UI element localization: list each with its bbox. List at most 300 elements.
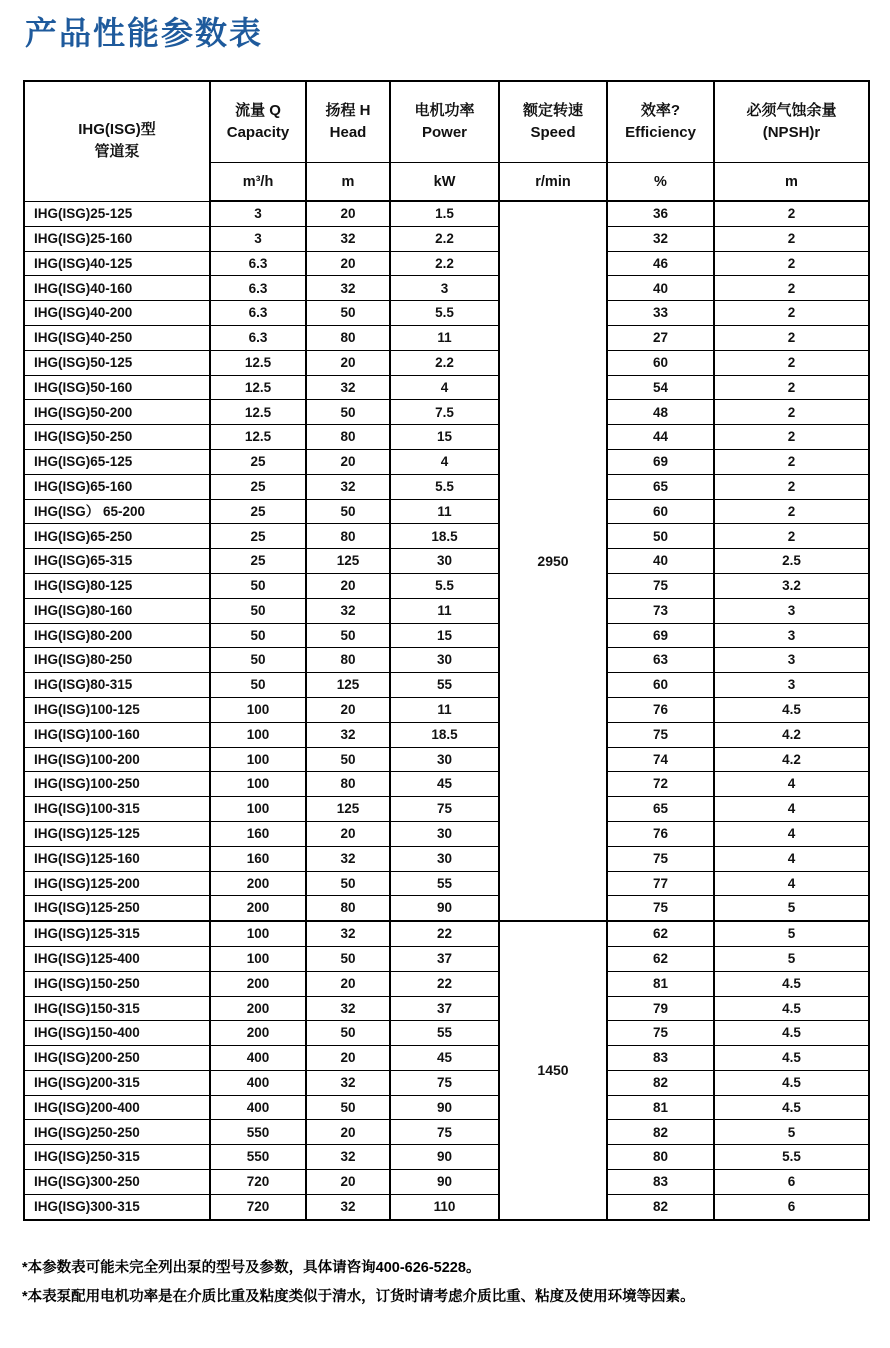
- power-cell: 18.5: [390, 722, 499, 747]
- capacity-cell: 6.3: [210, 276, 306, 301]
- efficiency-cell: 50: [607, 524, 714, 549]
- model-cell: IHG(ISG)150-400: [24, 1021, 210, 1046]
- table-row: [24, 425, 869, 450]
- npsh-cell: 3: [714, 673, 869, 698]
- npsh-cell: 4.5: [714, 1046, 869, 1071]
- capacity-cell: 400: [210, 1046, 306, 1071]
- npsh-cell: 5.5: [714, 1145, 869, 1170]
- table-row: [24, 921, 869, 946]
- efficiency-cell: 62: [607, 921, 714, 946]
- col-header-capacity-zh: 流量 Q: [235, 101, 281, 119]
- capacity-cell: 6.3: [210, 301, 306, 326]
- capacity-cell: 200: [210, 1021, 306, 1046]
- head-cell: 20: [306, 821, 390, 846]
- power-cell: 15: [390, 425, 499, 450]
- head-cell: 32: [306, 1145, 390, 1170]
- table-body: [24, 201, 869, 1220]
- unit-efficiency: %: [607, 163, 714, 202]
- model-cell: IHG(ISG)125-125: [24, 821, 210, 846]
- model-cell: IHG(ISG)50-160: [24, 375, 210, 400]
- capacity-cell: 400: [210, 1070, 306, 1095]
- power-cell: 22: [390, 921, 499, 946]
- npsh-cell: 4.2: [714, 747, 869, 772]
- capacity-cell: 50: [210, 623, 306, 648]
- performance-table: [23, 80, 870, 1221]
- capacity-cell: 3: [210, 201, 306, 226]
- table-row: [24, 996, 869, 1021]
- power-cell: 11: [390, 697, 499, 722]
- efficiency-cell: 74: [607, 747, 714, 772]
- npsh-cell: 2: [714, 400, 869, 425]
- npsh-cell: 5: [714, 1120, 869, 1145]
- model-cell: IHG(ISG)100-315: [24, 797, 210, 822]
- head-cell: 20: [306, 201, 390, 226]
- col-header-model-line1: IHG(ISG)型: [78, 120, 156, 138]
- capacity-cell: 400: [210, 1095, 306, 1120]
- model-cell: IHG(ISG)150-315: [24, 996, 210, 1021]
- col-header-power-en: Power: [421, 124, 467, 141]
- model-cell: IHG(ISG)125-400: [24, 946, 210, 971]
- capacity-cell: 200: [210, 971, 306, 996]
- npsh-cell: 4: [714, 871, 869, 896]
- table-row: [24, 474, 869, 499]
- head-cell: 32: [306, 226, 390, 251]
- head-cell: 32: [306, 996, 390, 1021]
- table-row: [24, 1170, 869, 1195]
- capacity-cell: 25: [210, 549, 306, 574]
- head-cell: 20: [306, 350, 390, 375]
- efficiency-cell: 36: [607, 201, 714, 226]
- head-cell: 50: [306, 499, 390, 524]
- model-cell: IHG(ISG)100-250: [24, 772, 210, 797]
- efficiency-cell: 76: [607, 697, 714, 722]
- head-cell: 50: [306, 301, 390, 326]
- table-row: [24, 1194, 869, 1219]
- table-row: [24, 871, 869, 896]
- unit-speed: r/min: [499, 163, 607, 202]
- npsh-cell: 2: [714, 474, 869, 499]
- table-row: [24, 226, 869, 251]
- npsh-cell: 2: [714, 201, 869, 226]
- model-cell: IHG(ISG)50-125: [24, 350, 210, 375]
- model-cell: IHG(ISG)300-315: [24, 1194, 210, 1219]
- efficiency-cell: 54: [607, 375, 714, 400]
- footnote-power: *本表泵配用电机功率是在介质比重及粘度类似于清水，订货时请考虑介质比重、粘度及使用环境等因素。: [22, 1289, 695, 1306]
- capacity-cell: 200: [210, 996, 306, 1021]
- power-cell: 30: [390, 846, 499, 871]
- efficiency-cell: 40: [607, 276, 714, 301]
- model-cell: IHG(ISG)125-200: [24, 871, 210, 896]
- capacity-cell: 100: [210, 747, 306, 772]
- capacity-cell: 50: [210, 573, 306, 598]
- table-row: [24, 499, 869, 524]
- head-cell: 32: [306, 1194, 390, 1219]
- capacity-cell: 720: [210, 1194, 306, 1219]
- head-cell: 20: [306, 251, 390, 276]
- capacity-cell: 550: [210, 1120, 306, 1145]
- head-cell: 80: [306, 325, 390, 350]
- head-cell: 125: [306, 797, 390, 822]
- efficiency-cell: 75: [607, 722, 714, 747]
- col-header-capacity: [210, 81, 306, 163]
- efficiency-cell: 33: [607, 301, 714, 326]
- head-cell: 20: [306, 1170, 390, 1195]
- col-header-efficiency-en: Efficiency: [625, 124, 696, 141]
- col-header-capacity-en: Capacity: [226, 124, 290, 141]
- col-header-speed: [499, 81, 607, 163]
- efficiency-cell: 81: [607, 1095, 714, 1120]
- col-header-head-zh: 扬程 H: [325, 101, 371, 119]
- npsh-cell: 2: [714, 276, 869, 301]
- table-row: [24, 400, 869, 425]
- table-row: [24, 524, 869, 549]
- efficiency-cell: 72: [607, 772, 714, 797]
- head-cell: 125: [306, 549, 390, 574]
- model-cell: IHG(ISG)80-160: [24, 598, 210, 623]
- npsh-cell: 4: [714, 772, 869, 797]
- head-cell: 20: [306, 573, 390, 598]
- model-cell: IHG(ISG)125-160: [24, 846, 210, 871]
- power-cell: 75: [390, 1120, 499, 1145]
- table-row: [24, 251, 869, 276]
- model-cell: IHG(ISG)25-125: [24, 201, 210, 226]
- capacity-cell: 100: [210, 772, 306, 797]
- table-row: [24, 301, 869, 326]
- head-cell: 20: [306, 1120, 390, 1145]
- efficiency-cell: 76: [607, 821, 714, 846]
- power-cell: 2.2: [390, 226, 499, 251]
- model-cell: IHG(ISG)65-160: [24, 474, 210, 499]
- power-cell: 30: [390, 648, 499, 673]
- unit-head: m: [306, 163, 390, 202]
- model-cell: IHG(ISG)40-160: [24, 276, 210, 301]
- capacity-cell: 550: [210, 1145, 306, 1170]
- efficiency-cell: 75: [607, 846, 714, 871]
- npsh-cell: 2: [714, 325, 869, 350]
- capacity-cell: 25: [210, 474, 306, 499]
- model-cell: IHG(ISG)250-250: [24, 1120, 210, 1145]
- npsh-cell: 4.5: [714, 971, 869, 996]
- npsh-cell: 2: [714, 524, 869, 549]
- power-cell: 15: [390, 623, 499, 648]
- model-cell: IHG(ISG)300-250: [24, 1170, 210, 1195]
- npsh-cell: 4.5: [714, 996, 869, 1021]
- table-row: [24, 1070, 869, 1095]
- power-cell: 37: [390, 996, 499, 1021]
- col-header-power: [390, 81, 499, 163]
- col-header-npsh-en: (NPSH)r: [762, 124, 821, 141]
- power-cell: 4: [390, 449, 499, 474]
- unit-npsh: m: [714, 163, 869, 202]
- table-row: [24, 573, 869, 598]
- model-cell: IHG(ISG)200-315: [24, 1070, 210, 1095]
- page-title: 产品性能参数表: [25, 15, 264, 51]
- efficiency-cell: 75: [607, 573, 714, 598]
- table-row: [24, 1120, 869, 1145]
- npsh-cell: 2: [714, 350, 869, 375]
- head-cell: 20: [306, 697, 390, 722]
- col-header-efficiency: [607, 81, 714, 163]
- table-row: [24, 276, 869, 301]
- table-row: [24, 821, 869, 846]
- npsh-cell: 2: [714, 449, 869, 474]
- head-cell: 32: [306, 1070, 390, 1095]
- power-cell: 45: [390, 1046, 499, 1071]
- head-cell: 32: [306, 846, 390, 871]
- table-row: [24, 648, 869, 673]
- head-cell: 50: [306, 747, 390, 772]
- power-cell: 5.5: [390, 301, 499, 326]
- table-row: [24, 1046, 869, 1071]
- capacity-cell: 160: [210, 821, 306, 846]
- head-cell: 32: [306, 276, 390, 301]
- efficiency-cell: 27: [607, 325, 714, 350]
- npsh-cell: 3.2: [714, 573, 869, 598]
- footnote-contact: *本参数表可能未完全列出泵的型号及参数，具体请咨询400-626-5228。: [22, 1260, 481, 1276]
- unit-power: kW: [390, 163, 499, 202]
- power-cell: 55: [390, 1021, 499, 1046]
- capacity-cell: 6.3: [210, 251, 306, 276]
- capacity-cell: 50: [210, 648, 306, 673]
- table-header: [24, 81, 869, 201]
- capacity-cell: 12.5: [210, 425, 306, 450]
- capacity-cell: 12.5: [210, 350, 306, 375]
- model-cell: IHG(ISG)100-160: [24, 722, 210, 747]
- power-cell: 90: [390, 1145, 499, 1170]
- capacity-cell: 160: [210, 846, 306, 871]
- header-row-main: [24, 81, 869, 163]
- capacity-cell: 200: [210, 871, 306, 896]
- npsh-cell: 5: [714, 946, 869, 971]
- model-cell: IHG(ISG)125-315: [24, 921, 210, 946]
- model-cell: IHG(ISG)200-400: [24, 1095, 210, 1120]
- efficiency-cell: 60: [607, 350, 714, 375]
- model-cell: IHG(ISG)200-250: [24, 1046, 210, 1071]
- npsh-cell: 4: [714, 821, 869, 846]
- capacity-cell: 100: [210, 722, 306, 747]
- model-cell: IHG(ISG)100-200: [24, 747, 210, 772]
- head-cell: 32: [306, 375, 390, 400]
- npsh-cell: 4.5: [714, 1095, 869, 1120]
- npsh-cell: 2: [714, 226, 869, 251]
- npsh-cell: 3: [714, 598, 869, 623]
- head-cell: 125: [306, 673, 390, 698]
- head-cell: 50: [306, 946, 390, 971]
- head-cell: 80: [306, 425, 390, 450]
- model-cell: IHG(ISG） 65-200: [24, 499, 210, 524]
- table-row: [24, 971, 869, 996]
- efficiency-cell: 77: [607, 871, 714, 896]
- efficiency-cell: 60: [607, 499, 714, 524]
- table-row: [24, 797, 869, 822]
- capacity-cell: 25: [210, 449, 306, 474]
- table-row: [24, 946, 869, 971]
- efficiency-cell: 81: [607, 971, 714, 996]
- power-cell: 45: [390, 772, 499, 797]
- npsh-cell: 4: [714, 846, 869, 871]
- model-cell: IHG(ISG)65-250: [24, 524, 210, 549]
- efficiency-cell: 69: [607, 449, 714, 474]
- capacity-cell: 100: [210, 797, 306, 822]
- col-header-head-en: Head: [329, 124, 367, 141]
- table-row: [24, 201, 869, 226]
- power-cell: 55: [390, 871, 499, 896]
- model-cell: IHG(ISG)65-315: [24, 549, 210, 574]
- efficiency-cell: 69: [607, 623, 714, 648]
- head-cell: 20: [306, 449, 390, 474]
- npsh-cell: 2: [714, 499, 869, 524]
- power-cell: 90: [390, 896, 499, 921]
- table-row: [24, 896, 869, 921]
- npsh-cell: 6: [714, 1170, 869, 1195]
- head-cell: 32: [306, 921, 390, 946]
- model-cell: IHG(ISG)80-125: [24, 573, 210, 598]
- capacity-cell: 100: [210, 697, 306, 722]
- head-cell: 50: [306, 1021, 390, 1046]
- npsh-cell: 4.5: [714, 1021, 869, 1046]
- power-cell: 110: [390, 1194, 499, 1219]
- model-cell: IHG(ISG)40-250: [24, 325, 210, 350]
- power-cell: 11: [390, 325, 499, 350]
- npsh-cell: 4: [714, 797, 869, 822]
- power-cell: 3: [390, 276, 499, 301]
- efficiency-cell: 46: [607, 251, 714, 276]
- power-cell: 90: [390, 1095, 499, 1120]
- col-header-model-line2: 管道泵: [94, 143, 140, 161]
- head-cell: 32: [306, 598, 390, 623]
- power-cell: 5.5: [390, 573, 499, 598]
- head-cell: 50: [306, 871, 390, 896]
- col-header-efficiency-zh: 效率?: [640, 101, 681, 119]
- power-cell: 90: [390, 1170, 499, 1195]
- npsh-cell: 2.5: [714, 549, 869, 574]
- head-cell: 80: [306, 524, 390, 549]
- table-row: [24, 350, 869, 375]
- power-cell: 2.2: [390, 251, 499, 276]
- efficiency-cell: 40: [607, 549, 714, 574]
- col-header-speed-zh: 额定转速: [522, 101, 583, 119]
- model-cell: IHG(ISG)50-200: [24, 400, 210, 425]
- unit-capacity: m³/h: [210, 163, 306, 202]
- capacity-cell: 6.3: [210, 325, 306, 350]
- head-cell: 50: [306, 1095, 390, 1120]
- npsh-cell: 2: [714, 425, 869, 450]
- power-cell: 37: [390, 946, 499, 971]
- head-cell: 80: [306, 772, 390, 797]
- efficiency-cell: 82: [607, 1070, 714, 1095]
- capacity-cell: 3: [210, 226, 306, 251]
- table-row: [24, 623, 869, 648]
- capacity-cell: 100: [210, 946, 306, 971]
- efficiency-cell: 63: [607, 648, 714, 673]
- npsh-cell: 6: [714, 1194, 869, 1219]
- footnotes: [22, 1258, 867, 1317]
- table-row: [24, 846, 869, 871]
- power-cell: 7.5: [390, 400, 499, 425]
- efficiency-cell: 80: [607, 1145, 714, 1170]
- table-row: [24, 325, 869, 350]
- npsh-cell: 5: [714, 921, 869, 946]
- npsh-cell: 4.5: [714, 697, 869, 722]
- power-cell: 75: [390, 797, 499, 822]
- head-cell: 80: [306, 896, 390, 921]
- model-cell: IHG(ISG)40-200: [24, 301, 210, 326]
- table-row: [24, 375, 869, 400]
- power-cell: 11: [390, 499, 499, 524]
- head-cell: 50: [306, 400, 390, 425]
- capacity-cell: 25: [210, 524, 306, 549]
- efficiency-cell: 62: [607, 946, 714, 971]
- model-cell: IHG(ISG)65-125: [24, 449, 210, 474]
- model-cell: IHG(ISG)25-160: [24, 226, 210, 251]
- power-cell: 2.2: [390, 350, 499, 375]
- table-row: [24, 722, 869, 747]
- col-header-model: [24, 81, 210, 201]
- power-cell: 11: [390, 598, 499, 623]
- npsh-cell: 3: [714, 648, 869, 673]
- power-cell: 1.5: [390, 201, 499, 226]
- model-cell: IHG(ISG)250-315: [24, 1145, 210, 1170]
- npsh-cell: 3: [714, 623, 869, 648]
- table-row: [24, 1095, 869, 1120]
- table-row: [24, 697, 869, 722]
- model-cell: IHG(ISG)80-200: [24, 623, 210, 648]
- model-cell: IHG(ISG)80-315: [24, 673, 210, 698]
- capacity-cell: 200: [210, 896, 306, 921]
- head-cell: 50: [306, 623, 390, 648]
- efficiency-cell: 75: [607, 1021, 714, 1046]
- table-row: [24, 1145, 869, 1170]
- table-row: [24, 449, 869, 474]
- model-cell: IHG(ISG)50-250: [24, 425, 210, 450]
- npsh-cell: 5: [714, 896, 869, 921]
- npsh-cell: 4.5: [714, 1070, 869, 1095]
- efficiency-cell: 32: [607, 226, 714, 251]
- efficiency-cell: 83: [607, 1046, 714, 1071]
- col-header-npsh-zh: 必须气蚀余量: [746, 101, 837, 119]
- head-cell: 32: [306, 722, 390, 747]
- power-cell: 30: [390, 549, 499, 574]
- head-cell: 20: [306, 1046, 390, 1071]
- npsh-cell: 2: [714, 375, 869, 400]
- col-header-speed-en: Speed: [530, 124, 576, 141]
- head-cell: 32: [306, 474, 390, 499]
- model-cell: IHG(ISG)80-250: [24, 648, 210, 673]
- model-cell: IHG(ISG)100-125: [24, 697, 210, 722]
- power-cell: 18.5: [390, 524, 499, 549]
- efficiency-cell: 82: [607, 1120, 714, 1145]
- efficiency-cell: 60: [607, 673, 714, 698]
- capacity-cell: 720: [210, 1170, 306, 1195]
- col-header-power-zh: 电机功率: [414, 101, 475, 119]
- efficiency-cell: 44: [607, 425, 714, 450]
- npsh-cell: 4.2: [714, 722, 869, 747]
- model-cell: IHG(ISG)150-250: [24, 971, 210, 996]
- efficiency-cell: 65: [607, 797, 714, 822]
- efficiency-cell: 73: [607, 598, 714, 623]
- efficiency-cell: 82: [607, 1194, 714, 1219]
- table-row: [24, 1021, 869, 1046]
- efficiency-cell: 79: [607, 996, 714, 1021]
- table-row: [24, 549, 869, 574]
- efficiency-cell: 83: [607, 1170, 714, 1195]
- table-row: [24, 772, 869, 797]
- capacity-cell: 25: [210, 499, 306, 524]
- efficiency-cell: 75: [607, 896, 714, 921]
- table-row: [24, 747, 869, 772]
- col-header-npsh: [714, 81, 869, 163]
- table-row: [24, 673, 869, 698]
